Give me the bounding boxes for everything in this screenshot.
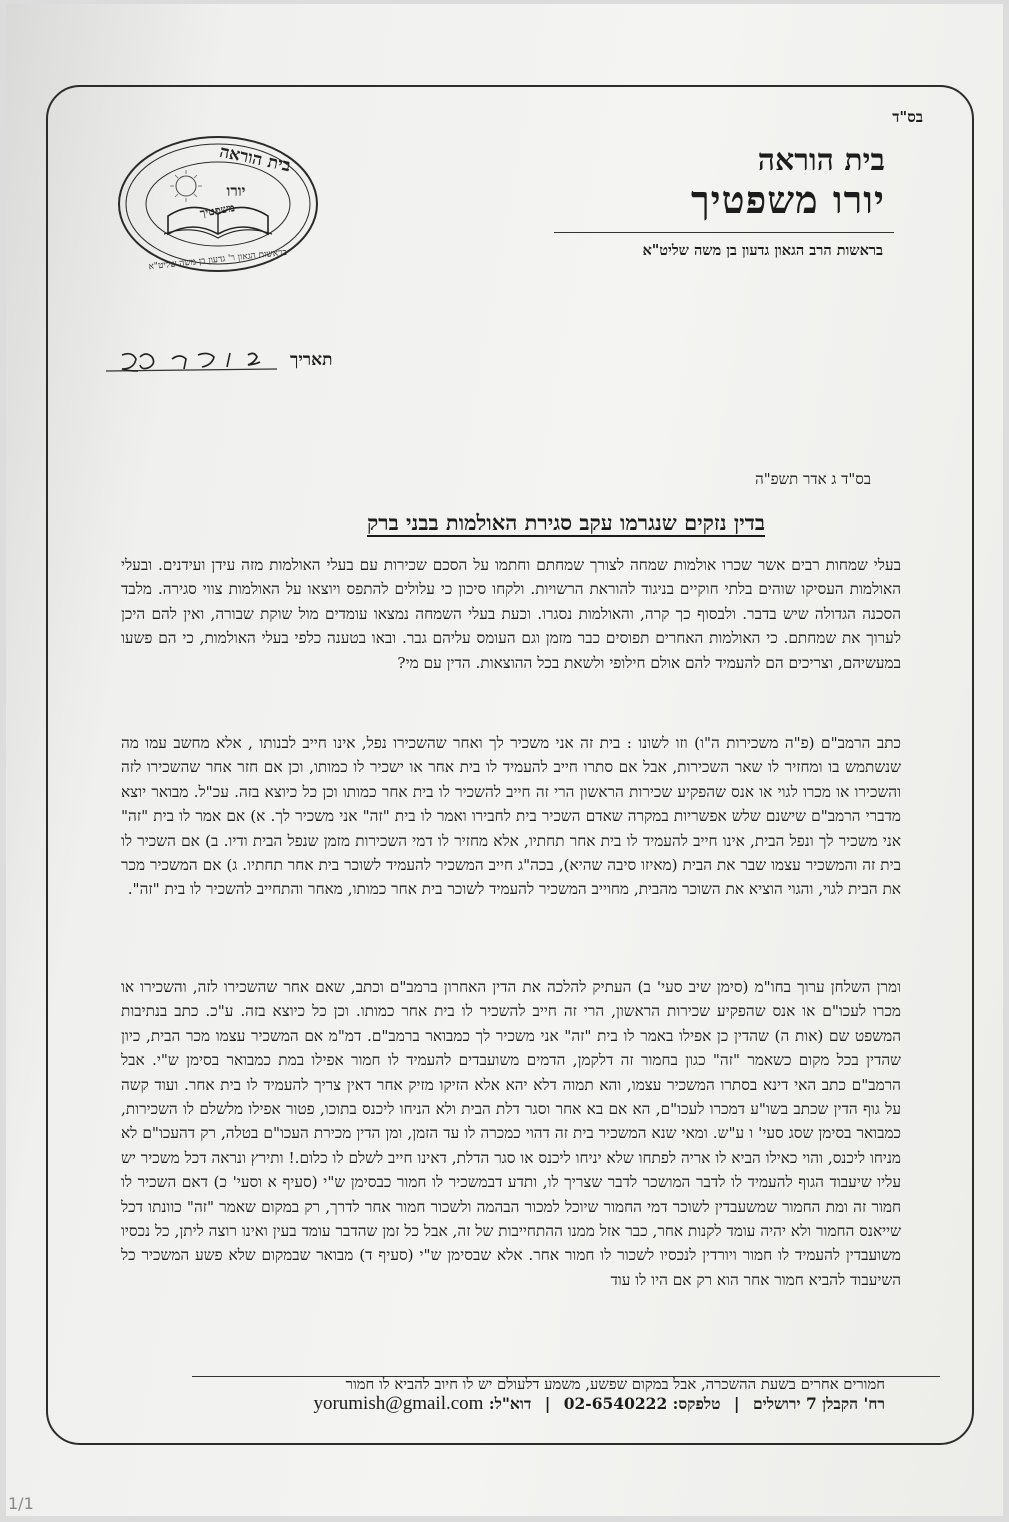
svg-text:משפטיך: משפטיך bbox=[198, 201, 236, 221]
org-divider bbox=[554, 232, 894, 233]
svg-text:בית הוראה: בית הוראה bbox=[217, 141, 293, 177]
svg-text:בראשות הגאון ר' גדעון בן משה ש: בראשות הגאון ר' גדעון בן משה שליט"א bbox=[148, 247, 288, 273]
org-name-line2: יורו משפטיך bbox=[691, 177, 885, 222]
footer-contact bbox=[313, 1393, 885, 1415]
svg-text:יורו: יורו bbox=[226, 182, 246, 200]
footer-separator: | bbox=[733, 1394, 740, 1413]
handwritten-date bbox=[102, 347, 282, 381]
paragraph-2: כתב הרמב"ם (פ"ה משכירות ה"ו) וזו לשונו : בית זה אני משכיר לך ואחר שהשכירו נפל, אינו חייב לבנותו , אלא מחשב עמו מה שנשתמש בו ומחזיר לו שאר השכירות, אבל אם סתרו חייב להעמיד לו בית אחר או ישכיר לו כמותו, וכן אם חזר אחר שהשכירו לזה והשכירו או מכרו לגוי או אנס שהפקיע שכירות הראשון הרי זה חייב להשכיר לו בית אחר כמותו וכן כל כיוצא בזה. עכ"ל. מבואר יוצא מדברי הרמב"ם שישנם שלש אפשריות במקרה שאדם השכיר בית לחבירו ואמר לו בית "זה" אני משכיר לך. א) אם אמר לו בית "זה" אני משכיר לך ונפל הבית, אינו חייב להעמיד לו בית אחר תחתיו, אלא מחזיר לו דמי השכירות מזמן שנפל הבית ודיו. ב) אם השכיר לו בית זה והמשכיר עצמו שבר את הבית (מאיזו סיבה שהיא), בכה"ג חייב המשכיר להעמיד לשוכר בית אחר תחתיו. ג) אם המשכיר מכר את הבית לגוי, והגוי הוציא את השוכר מהבית, מחוייב המשכיר להעמיד לשוכר בית אחר כמותו, מאחר והתחייב להשכיר לו בית "זה". bbox=[121, 734, 901, 899]
organization-seal bbox=[116, 134, 321, 274]
footer-separator: | bbox=[544, 1394, 551, 1413]
org-subtitle: בראשות הרב הגאון גדעון בן משה שליט"א bbox=[642, 242, 883, 259]
bsd-mark: בס"ד bbox=[892, 108, 923, 126]
document-title: בדין נזקים שנגרמו עקב סגירת האולמות בבני ברק bbox=[367, 510, 765, 535]
org-name-line1: בית הוראה bbox=[757, 143, 885, 178]
document-date: בס"ד ג אדר תשפ"ה bbox=[755, 470, 871, 488]
footer-phone: טלפקס: 02-6540222 bbox=[563, 1394, 721, 1413]
footer-address: רח' הקבלן 7 ירושלים bbox=[752, 1394, 885, 1413]
letter-paper bbox=[6, 4, 1003, 1516]
page-count: 1/1 bbox=[8, 1494, 34, 1513]
paragraph-3: ומרן השלחן ערוך בחו"מ (סימן שיב סעי' ב) העתיק להלכה את הדין האחרון ברמב"ם וכתב, שאם אחר שהשכירו לזה, והשכירו או מכרו לעכו"ם או אנס שהפקיע שכירות הראשון, הרי זה חייב להשכיר לו בית אחר כמותו. וכן כל כיוצא בזה. ע"כ. כתב בנתיבות המשפט שם (אות ה) שהדין כן אפילו באמר לו בית "זה" אני משכיר לך כמבואר ברמב"ם. דמ"מ אם המשכיר עצמו מכר הבית, כיון שהדין בכל מקום כשאמר "זה" כגון בחמור זה דלקמן, הדמים משועבדים להעמיד לו חמור אפילו במת כמבואר בסימן ש"י. אבל הרמב"ם כתב האי דינא בסתרו המשכיר עצמו, והא תמוה דלא יהא אלא הזיקו מזיק אחר דאין צריך להעמיד לו בית אחר. ועוד קשה על גוף הדין שכתב בשו"ע דמכרו לעכו"ם, הא אם בא אחר וסגר דלת הבית ולא הניחו ליכנס בתוכו, פטור אפילו מלשלם לו השכירות, כמבואר בסימן שסג סעי' ו ע"ש. ומאי שנא המשכיר בית זה דהוי כמכרה לו עד הזמן, ומן הדין מכירת העכו"ם בטלה, רק דהעכו"ם לא מניחו ליכנס, והוי כאילו הביא לו אריה לפתחו שלא יניחו ליכנס או סגר הדלת, דאינו חייב לשלם לו כלום.! ותירץ ונראה דכל משכיר יש עליו שיעבוד הגוף להעמיד לו לדבר המושכר לדבר שצריך לו, ותדע דבמשכיר לו חמור כבסימן ש"י (סעיף א וסעי' כ) דאם השכיר לו חמור זה ומת החמור שמשעבדין לשוכר דמי החמור שיוכל למכור הבהמה ולשכור חמור אחר לדרך, רק במקום שאמר "זה" כוונתו דכל שייאנס החמור ולא יהיה עומד לקנות אחר, כבר אזל ממנו ההתחייבות של זה, אבל כל זמן שהדבר עומד בעין ואינו רוצה ליתן, כל נכסיו משועבדין להעמיד לו חמור ויורדין לנכסיו לשכור לו חמור אחר. אלא שבסימן ש"י (סעיף ד) מבואר שבמקום שלא פשע המשכיר כל השיעבוד להביא חמור אחר הוא רק אם היו לו עוד bbox=[121, 978, 901, 1289]
footer-overflow-text: חמורים אחרים בשעת ההשכרה, אבל במקום שפשע, משמע דלעולם יש לו חיוב להביא לו חמור bbox=[345, 1376, 885, 1393]
date-label: תאריך bbox=[290, 350, 333, 370]
footer-email-label: דוא"ל: bbox=[488, 1394, 532, 1413]
org-name bbox=[545, 144, 885, 222]
paragraph-1: בעלי שמחות רבים אשר שכרו אולמות שמחה לצורך שמחתם וחתמו על הסכם שכירות עם בעלי האולמות מזה עידן ועידנים. ובעלי האולמות העסיקו שוהים בלתי חוקיים בניגוד להוראת הרשויות. ולקחו סיכון כי עלולים להתפס ויוצאו על האולמות צווי סגירה. מלבד הסכנה הגדולה שיש בדבר. ולבסוף כך קרה, והאולמות נסגרו. וכעת בעלי השמחה נמצאו עומדים מול שוקת שבורה, ואין להם היכן לערוך את שמחתם. כי האולמות האחרים תפוסים כבר מזמן וגם העומס עליהם גבר. ובאו בטענה כלפי בעלי האולמות, כי הם פשעו במעשיהם, וצריכים הם להעמיד להם אולם חילופי ולשאת בכל ההוצאות. הדין עם מי? bbox=[121, 556, 901, 672]
footer-email-link[interactable]: yorumish@gmail.com bbox=[313, 1393, 484, 1414]
